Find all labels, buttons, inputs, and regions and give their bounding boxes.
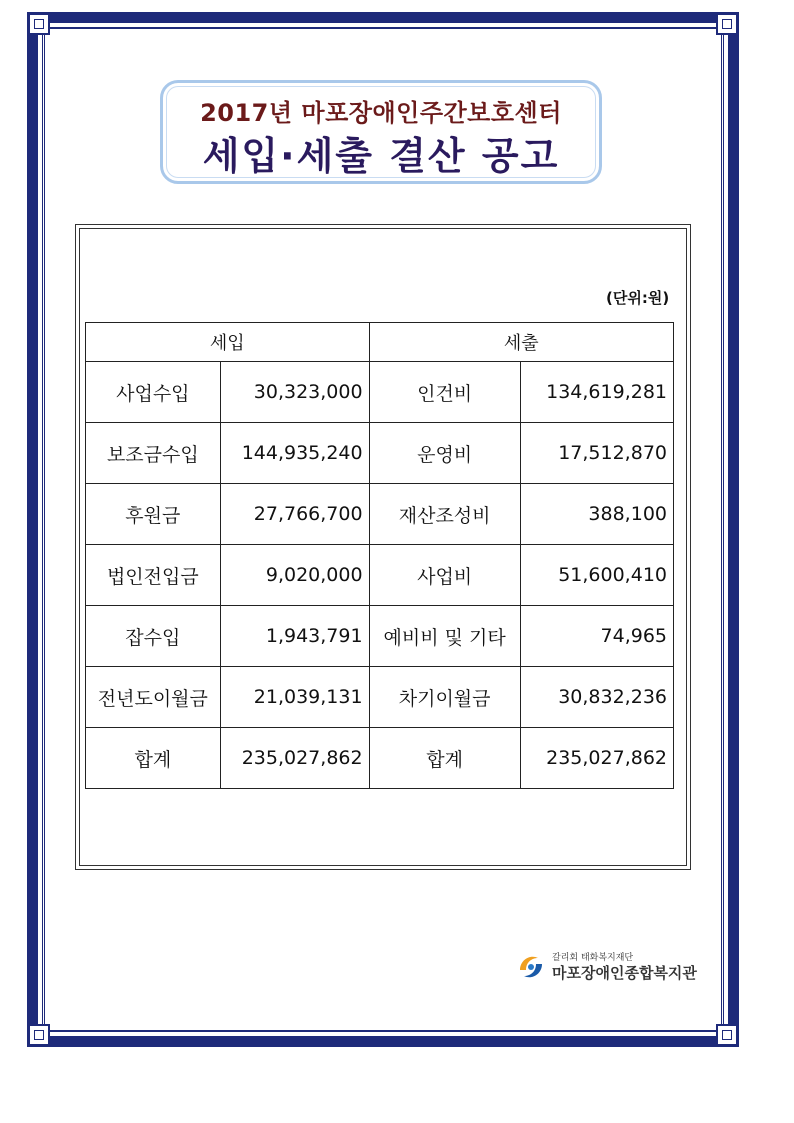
table-row <box>86 423 674 484</box>
expense-amount: 17,512,870 <box>520 423 673 484</box>
table-row <box>86 545 674 606</box>
income-amount: 21,039,131 <box>220 667 369 728</box>
expense-label: 차기이월금 <box>369 667 520 728</box>
expense-label: 사업비 <box>369 545 520 606</box>
logo-center-name: 마포장애인종합복지관 <box>552 964 697 982</box>
income-amount: 9,020,000 <box>220 545 369 606</box>
table-row <box>86 667 674 728</box>
expense-label: 인건비 <box>369 362 520 423</box>
organization-logo <box>514 950 714 986</box>
table-row <box>86 606 674 667</box>
corner-ornament-top-right <box>716 13 738 35</box>
title-box <box>160 80 602 184</box>
income-total-label: 합계 <box>86 728 221 789</box>
corner-ornament-top-left <box>28 13 50 35</box>
table-header-row <box>86 323 674 362</box>
income-amount: 1,943,791 <box>220 606 369 667</box>
income-label: 법인전입금 <box>86 545 221 606</box>
expense-amount: 51,600,410 <box>520 545 673 606</box>
expense-amount: 134,619,281 <box>520 362 673 423</box>
page-title: 세입·세출 결산 공고 <box>202 134 560 178</box>
expense-amount: 74,965 <box>520 606 673 667</box>
expense-amount: 388,100 <box>520 484 673 545</box>
header-expense: 세출 <box>369 323 673 362</box>
expense-label: 운영비 <box>369 423 520 484</box>
expense-label: 재산조성비 <box>369 484 520 545</box>
expense-amount: 30,832,236 <box>520 667 673 728</box>
expense-label: 예비비 및 기타 <box>369 606 520 667</box>
settlement-table <box>85 322 674 789</box>
logo-mark-icon <box>514 950 548 984</box>
table-row <box>86 484 674 545</box>
income-label: 잡수입 <box>86 606 221 667</box>
corner-ornament-bottom-left <box>28 1024 50 1046</box>
income-label: 후원금 <box>86 484 221 545</box>
title-subtitle: 2017년 마포장애인주간보호센터 <box>200 99 562 127</box>
corner-ornament-bottom-right <box>716 1024 738 1046</box>
unit-label: (단위:원) <box>606 289 670 307</box>
income-total-amount: 235,027,862 <box>220 728 369 789</box>
logo-foundation-text: 갈리회 태화복지재단 <box>552 953 634 963</box>
table-total-row <box>86 728 674 789</box>
table-row <box>86 362 674 423</box>
expense-total-label: 합계 <box>369 728 520 789</box>
income-amount: 30,323,000 <box>220 362 369 423</box>
income-amount: 27,766,700 <box>220 484 369 545</box>
income-label: 전년도이월금 <box>86 667 221 728</box>
income-amount: 144,935,240 <box>220 423 369 484</box>
income-label: 보조금수입 <box>86 423 221 484</box>
expense-total-amount: 235,027,862 <box>520 728 673 789</box>
header-income: 세입 <box>86 323 370 362</box>
income-label: 사업수입 <box>86 362 221 423</box>
